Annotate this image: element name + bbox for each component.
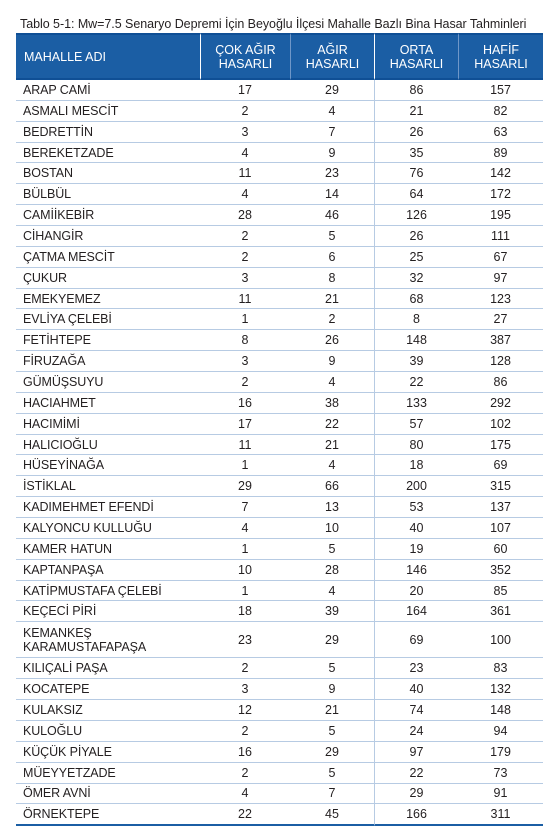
agir-cell: 45 [290,804,374,826]
agir-cell: 29 [290,622,374,658]
mahalle-name-cell: HACIAHMET [16,393,200,414]
orta-cell: 29 [374,784,458,805]
orta-cell: 20 [374,581,458,602]
cok-agir-cell: 2 [200,226,290,247]
hafif-cell: 179 [458,742,543,763]
table-row [16,309,543,330]
hafif-cell: 85 [458,581,543,602]
orta-cell: 146 [374,560,458,581]
table-row [16,804,543,826]
mahalle-name-cell: ÖMER AVNİ [16,784,200,805]
header-cok-agir-line1: ÇOK AĞIR [215,42,276,57]
cok-agir-cell: 8 [200,330,290,351]
agir-cell: 7 [290,784,374,805]
hafif-cell: 311 [458,804,543,826]
mahalle-name-cell: BOSTAN [16,163,200,184]
cok-agir-cell: 2 [200,247,290,268]
table-row [16,455,543,476]
table-row [16,330,543,351]
orta-cell: 76 [374,163,458,184]
orta-cell: 26 [374,226,458,247]
hafif-cell: 73 [458,763,543,784]
mahalle-name-cell: KEMANKEŞ KARAMUSTAFAPAŞA [16,622,200,658]
agir-cell: 5 [290,721,374,742]
mahalle-name-cell: MÜEYYETZADE [16,763,200,784]
header-orta-hasarli [374,33,458,80]
table-body [16,80,543,826]
cok-agir-cell: 3 [200,268,290,289]
cok-agir-cell: 7 [200,497,290,518]
hafif-cell: 361 [458,601,543,622]
agir-cell: 8 [290,268,374,289]
hafif-cell: 91 [458,784,543,805]
cok-agir-cell: 2 [200,763,290,784]
mahalle-name-cell: ARAP CAMİ [16,80,200,101]
table-row [16,268,543,289]
orta-cell: 133 [374,393,458,414]
cok-agir-cell: 11 [200,435,290,456]
table-row [16,742,543,763]
orta-cell: 86 [374,80,458,101]
hafif-cell: 69 [458,455,543,476]
table-row [16,205,543,226]
mahalle-name-cell: HALICIOĞLU [16,435,200,456]
agir-cell: 46 [290,205,374,226]
agir-cell: 5 [290,763,374,784]
agir-cell: 38 [290,393,374,414]
agir-cell: 22 [290,414,374,435]
cok-agir-cell: 17 [200,80,290,101]
hafif-cell: 172 [458,184,543,205]
header-hafif-line1: HAFİF [482,42,520,57]
mahalle-name-cell: GÜMÜŞSUYU [16,372,200,393]
cok-agir-cell: 1 [200,455,290,476]
agir-cell: 21 [290,289,374,310]
cok-agir-cell: 4 [200,784,290,805]
orta-cell: 64 [374,184,458,205]
hafif-cell: 175 [458,435,543,456]
cok-agir-cell: 4 [200,518,290,539]
mahalle-name-cell: EMEKYEMEZ [16,289,200,310]
mahalle-name-cell: ASMALI MESCİT [16,101,200,122]
hafif-cell: 86 [458,372,543,393]
agir-cell: 21 [290,435,374,456]
hafif-cell: 142 [458,163,543,184]
hafif-cell: 97 [458,268,543,289]
cok-agir-cell: 4 [200,184,290,205]
orta-cell: 26 [374,122,458,143]
table-row [16,658,543,679]
agir-cell: 10 [290,518,374,539]
orta-cell: 40 [374,679,458,700]
mahalle-name-cell: ÇATMA MESCİT [16,247,200,268]
hafif-cell: 63 [458,122,543,143]
hafif-cell: 148 [458,700,543,721]
orta-cell: 126 [374,205,458,226]
orta-cell: 97 [374,742,458,763]
table-row [16,601,543,622]
mahalle-name-cell: KATİPMUSTAFA ÇELEBİ [16,581,200,602]
hafif-cell: 102 [458,414,543,435]
agir-cell: 4 [290,581,374,602]
orta-cell: 200 [374,476,458,497]
table-row [16,476,543,497]
cok-agir-cell: 11 [200,163,290,184]
header-hafif-hasarli [458,33,543,80]
table-row [16,163,543,184]
agir-cell: 28 [290,560,374,581]
agir-cell: 4 [290,455,374,476]
hafif-cell: 292 [458,393,543,414]
hafif-cell: 67 [458,247,543,268]
hafif-cell: 157 [458,80,543,101]
mahalle-name-cell: KEÇECİ PİRİ [16,601,200,622]
cok-agir-cell: 12 [200,700,290,721]
orta-cell: 68 [374,289,458,310]
orta-cell: 19 [374,539,458,560]
agir-cell: 4 [290,101,374,122]
hafif-cell: 60 [458,539,543,560]
header-cok-agir-line2: HASARLI [218,56,273,71]
hafif-cell: 111 [458,226,543,247]
orta-cell: 18 [374,455,458,476]
cok-agir-cell: 2 [200,721,290,742]
orta-cell: 21 [374,101,458,122]
mahalle-name-cell: KULOĞLU [16,721,200,742]
table-caption: Tablo 5-1: Mw=7.5 Senaryo Depremi İçin Beyoğlu İlçesi Mahalle Bazlı Bina Hasar Tahminleri [20,17,527,31]
mahalle-name-cell: BÜLBÜL [16,184,200,205]
table-row [16,414,543,435]
table-row [16,435,543,456]
orta-cell: 25 [374,247,458,268]
table-row [16,226,543,247]
table-row [16,539,543,560]
table-row [16,289,543,310]
cok-agir-cell: 22 [200,804,290,826]
cok-agir-cell: 1 [200,539,290,560]
table-row [16,184,543,205]
table-row [16,700,543,721]
orta-cell: 22 [374,763,458,784]
orta-cell: 148 [374,330,458,351]
agir-cell: 5 [290,226,374,247]
agir-cell: 4 [290,372,374,393]
cok-agir-cell: 2 [200,658,290,679]
agir-cell: 6 [290,247,374,268]
hafif-cell: 137 [458,497,543,518]
hafif-cell: 128 [458,351,543,372]
cok-agir-cell: 18 [200,601,290,622]
orta-cell: 24 [374,721,458,742]
header-agir-line1: AĞIR [317,42,348,57]
table-row [16,101,543,122]
cok-agir-cell: 11 [200,289,290,310]
cok-agir-cell: 17 [200,414,290,435]
orta-cell: 80 [374,435,458,456]
mahalle-name-cell: İSTİKLAL [16,476,200,497]
cok-agir-cell: 16 [200,393,290,414]
mahalle-name-cell: CİHANGİR [16,226,200,247]
table-row [16,679,543,700]
orta-cell: 53 [374,497,458,518]
agir-cell: 23 [290,163,374,184]
agir-cell: 26 [290,330,374,351]
table-row [16,80,543,101]
mahalle-name-cell: KULAKSIZ [16,700,200,721]
orta-cell: 69 [374,622,458,658]
orta-cell: 22 [374,372,458,393]
hafif-cell: 123 [458,289,543,310]
table-row [16,581,543,602]
agir-cell: 5 [290,658,374,679]
cok-agir-cell: 2 [200,101,290,122]
mahalle-name-cell: CAMİİKEBİR [16,205,200,226]
cok-agir-cell: 23 [200,622,290,658]
agir-cell: 66 [290,476,374,497]
cok-agir-cell: 3 [200,351,290,372]
hafif-cell: 89 [458,143,543,164]
cok-agir-cell: 1 [200,581,290,602]
cok-agir-cell: 28 [200,205,290,226]
table-row [16,372,543,393]
table-row [16,763,543,784]
cok-agir-cell: 2 [200,372,290,393]
orta-cell: 39 [374,351,458,372]
mahalle-name-cell: FİRUZAĞA [16,351,200,372]
cok-agir-cell: 3 [200,679,290,700]
header-orta-line2: HASARLI [389,56,444,71]
hafif-cell: 27 [458,309,543,330]
mahalle-name-cell: ÖRNEKTEPE [16,804,200,826]
agir-cell: 9 [290,679,374,700]
cok-agir-cell: 4 [200,143,290,164]
mahalle-name-cell: HÜSEYİNAĞA [16,455,200,476]
mahalle-name-cell: KOCATEPE [16,679,200,700]
hafif-cell: 315 [458,476,543,497]
agir-cell: 7 [290,122,374,143]
orta-cell: 164 [374,601,458,622]
orta-cell: 74 [374,700,458,721]
agir-cell: 13 [290,497,374,518]
cok-agir-cell: 1 [200,309,290,330]
table-row [16,247,543,268]
mahalle-name-cell: BEDRETTİN [16,122,200,143]
mahalle-name-cell: HACIMİMİ [16,414,200,435]
agir-cell: 14 [290,184,374,205]
agir-cell: 9 [290,351,374,372]
hafif-cell: 132 [458,679,543,700]
cok-agir-cell: 3 [200,122,290,143]
agir-cell: 29 [290,742,374,763]
hafif-cell: 195 [458,205,543,226]
header-cok-agir-hasarli [200,33,290,80]
agir-cell: 5 [290,539,374,560]
hafif-cell: 82 [458,101,543,122]
orta-cell: 35 [374,143,458,164]
table-row [16,560,543,581]
orta-cell: 166 [374,804,458,826]
table-row [16,518,543,539]
agir-cell: 39 [290,601,374,622]
agir-cell: 21 [290,700,374,721]
header-agir-hasarli [290,33,374,80]
mahalle-name-cell: KAMER HATUN [16,539,200,560]
cok-agir-cell: 10 [200,560,290,581]
orta-cell: 8 [374,309,458,330]
orta-cell: 23 [374,658,458,679]
table-row [16,143,543,164]
mahalle-name-cell: KALYONCU KULLUĞU [16,518,200,539]
mahalle-name-cell: KÜÇÜK PİYALE [16,742,200,763]
agir-cell: 29 [290,80,374,101]
orta-cell: 40 [374,518,458,539]
table-row [16,622,543,658]
cok-agir-cell: 29 [200,476,290,497]
mahalle-name-cell: KILIÇALİ PAŞA [16,658,200,679]
hafif-cell: 94 [458,721,543,742]
table-row [16,497,543,518]
mahalle-name-cell: BEREKETZADE [16,143,200,164]
damage-estimate-table [16,33,543,826]
hafif-cell: 352 [458,560,543,581]
mahalle-name-cell: ÇUKUR [16,268,200,289]
mahalle-name-cell: EVLİYA ÇELEBİ [16,309,200,330]
table-header-row [16,33,543,80]
table-row [16,122,543,143]
cok-agir-cell: 16 [200,742,290,763]
header-mahalle-adi: MAHALLE ADI [16,33,200,80]
table-row [16,393,543,414]
mahalle-name-cell: FETİHTEPE [16,330,200,351]
mahalle-name-cell: KAPTANPAŞA [16,560,200,581]
table-row [16,784,543,805]
header-hafif-line2: HASARLI [474,56,528,71]
table-row [16,721,543,742]
orta-cell: 57 [374,414,458,435]
agir-cell: 2 [290,309,374,330]
mahalle-name-cell: KADIMEHMET EFENDİ [16,497,200,518]
hafif-cell: 387 [458,330,543,351]
hafif-cell: 100 [458,622,543,658]
header-agir-line2: HASARLI [305,56,360,71]
hafif-cell: 83 [458,658,543,679]
header-orta-line1: ORTA [399,42,434,57]
hafif-cell: 107 [458,518,543,539]
table-row [16,351,543,372]
agir-cell: 9 [290,143,374,164]
orta-cell: 32 [374,268,458,289]
